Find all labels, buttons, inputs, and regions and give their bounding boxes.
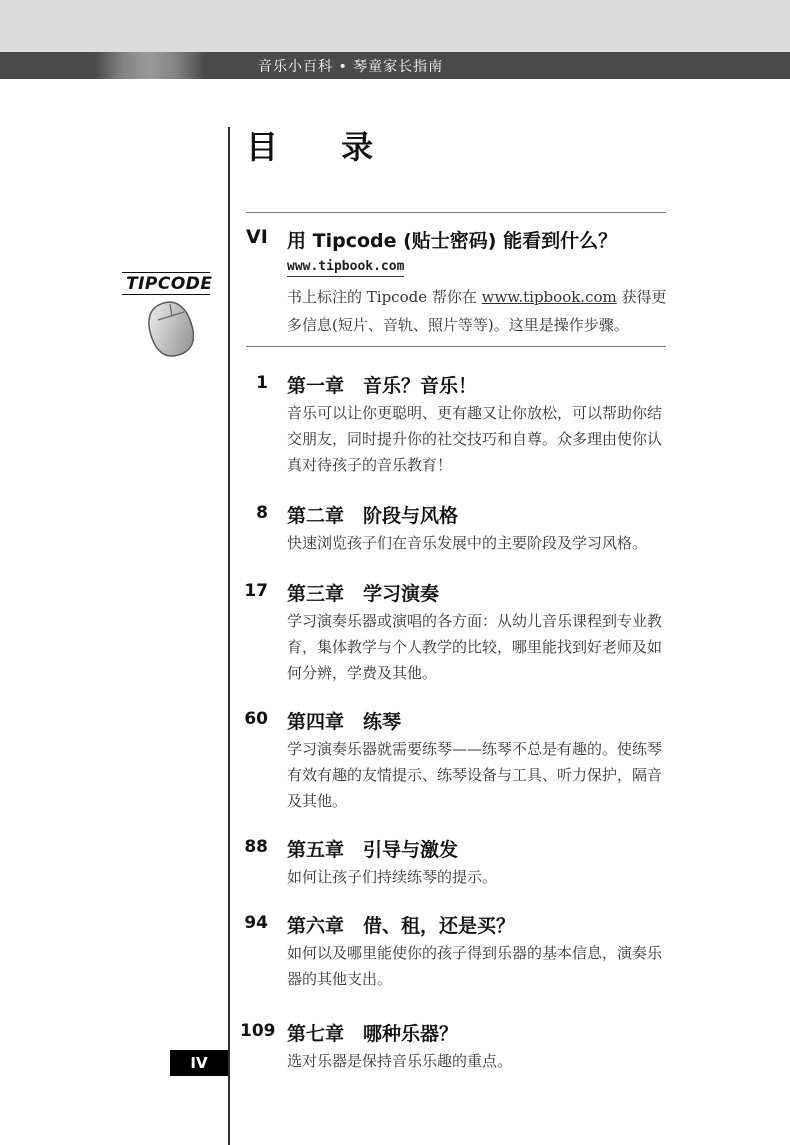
toc-page-number: 60 — [244, 709, 268, 729]
toc-chapter-title[interactable]: 第七章 哪种乐器？ — [287, 1023, 459, 1045]
tipcode-logo — [118, 268, 218, 363]
tipcode-heading: 用 Tipcode (贴士密码) 能看到什么？ — [287, 230, 618, 252]
toc-page-number: 88 — [244, 837, 268, 857]
tipcode-desc-link[interactable]: www.tipbook.com — [481, 288, 617, 306]
toc-page-number: 1 — [256, 373, 268, 393]
toc-chapter-title[interactable]: 第四章 练琴 — [287, 711, 402, 733]
mouse-icon — [148, 300, 194, 358]
toc-chapter-desc: 如何以及哪里能使你的孩子得到乐器的基本信息，演奏乐器的其他支出。 — [287, 944, 663, 988]
tipcode-page-number: VI — [246, 226, 268, 248]
toc-chapter-desc: 如何让孩子们持续练琴的提示。 — [287, 868, 498, 886]
toc-chapter-title[interactable]: 第六章 借、租，还是买？ — [287, 915, 516, 937]
logo-rule-bottom — [122, 294, 210, 295]
toc-page-number: 8 — [256, 503, 268, 523]
toc-page-number: 94 — [244, 913, 268, 933]
toc-chapter-desc: 音乐可以让你更聪明、更有趣又让你放松，可以帮助你结交朋友，同时提升你的社交技巧和自尊。众多理由使你认真对待孩子的音乐教育！ — [287, 404, 663, 474]
toc-page-number: 109 — [240, 1021, 276, 1041]
top-band — [0, 0, 790, 52]
toc-chapter-title[interactable]: 第三章 学习演奏 — [287, 583, 440, 605]
toc-chapter-desc: 选对乐器是保持音乐乐趣的重点。 — [287, 1052, 513, 1070]
logo-rule-top — [122, 272, 210, 273]
tipcode-url[interactable]: www.tipbook.com — [287, 259, 404, 277]
toc-chapter-title[interactable]: 第二章 阶段与风格 — [287, 505, 459, 527]
header-title: 音乐小百科 • 琴童家长指南 — [258, 59, 444, 75]
running-header — [0, 52, 790, 79]
header-decoration — [95, 52, 205, 79]
tipcode-logo-text: TIPCODE — [126, 274, 213, 294]
margin-rule — [228, 127, 230, 1145]
toc-chapter-desc: 学习演奏乐器就需要练琴——练琴不总是有趣的。使练琴有效有趣的友情提示、练琴设备与工具、听力保护，隔音及其他。 — [287, 740, 663, 810]
page-number: IV — [170, 1050, 228, 1076]
toc-chapter-desc: 快速浏览孩子们在音乐发展中的主要阶段及学习风格。 — [287, 534, 648, 552]
tipcode-desc-text: 书上标注的 Tipcode 帮你在 — [287, 288, 482, 306]
divider-top — [246, 212, 666, 213]
toc-page-number: 17 — [244, 581, 268, 601]
tipcode-desc-text-end: 获得更多信息(短片、音轨、照片等等)。这里是操作步骤。 — [287, 288, 667, 334]
divider-bottom — [246, 346, 666, 347]
tipcode-description — [287, 283, 672, 339]
toc-chapter-desc: 学习演奏乐器或演唱的各方面：从幼儿音乐课程到专业教育，集体教学与个人教学的比较，哪里能找到好老师及如何分辨，学费及其他。 — [287, 612, 663, 682]
page-title: 目 录 — [246, 128, 400, 166]
toc-chapter-title[interactable]: 第一章 音乐？音乐！ — [287, 375, 478, 397]
toc-chapter-title[interactable]: 第五章 引导与激发 — [287, 839, 459, 861]
